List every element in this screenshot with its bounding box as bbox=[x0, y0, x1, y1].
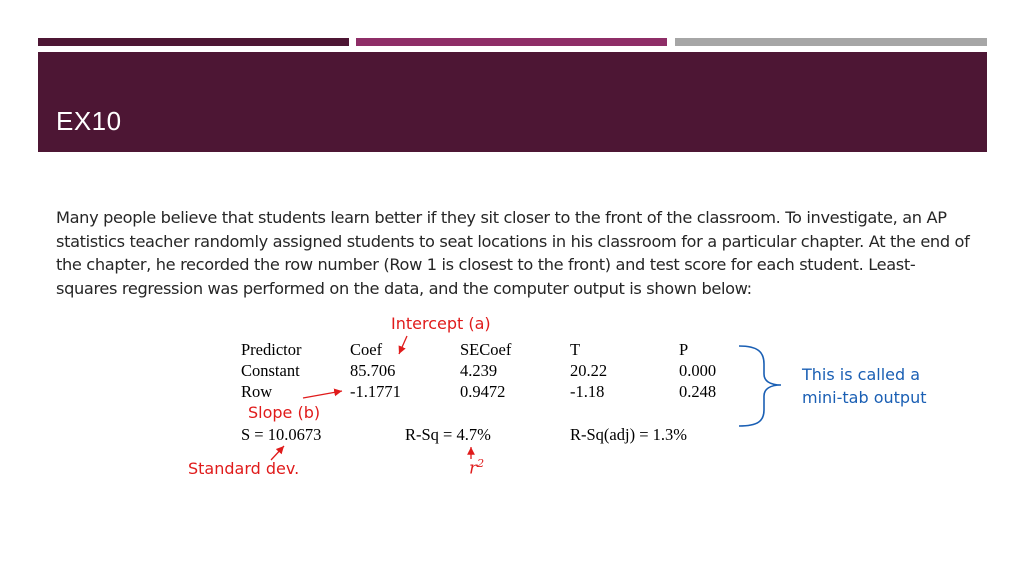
row-constant-label: Constant bbox=[241, 361, 300, 380]
header-predictor: Predictor bbox=[241, 340, 302, 359]
row-constant-p: 0.000 bbox=[679, 361, 717, 380]
header-t: T bbox=[570, 340, 581, 359]
minitab-annotation-line1: This is called a bbox=[802, 365, 921, 384]
std-error-s: S = 10.0673 bbox=[241, 425, 322, 444]
header-coef: Coef bbox=[350, 340, 383, 359]
header-secoef: SECoef bbox=[460, 340, 512, 359]
header-p: P bbox=[679, 340, 689, 359]
row-row-label: Row bbox=[241, 382, 273, 401]
row-constant-secoef: 4.239 bbox=[460, 361, 498, 380]
row-constant-t: 20.22 bbox=[570, 361, 608, 380]
intercept-arrow bbox=[399, 336, 407, 354]
row-row-secoef: 0.9472 bbox=[460, 382, 506, 401]
r2-exponent: 2 bbox=[477, 457, 485, 470]
curly-brace bbox=[739, 346, 781, 426]
std-dev-arrow bbox=[271, 446, 284, 460]
r-squared: R-Sq = 4.7% bbox=[405, 425, 491, 444]
std-dev-annotation: Standard dev. bbox=[188, 459, 300, 478]
r-squared-adj: R-Sq(adj) = 1.3% bbox=[570, 425, 687, 444]
slide-title: EX10 bbox=[56, 106, 122, 136]
slope-arrow bbox=[303, 391, 342, 398]
slope-annotation: Slope (b) bbox=[248, 403, 321, 422]
r2-base: r bbox=[469, 458, 478, 479]
row-row-p: 0.248 bbox=[679, 382, 717, 401]
row-row-t: -1.18 bbox=[570, 382, 605, 401]
intercept-annotation: Intercept (a) bbox=[391, 314, 491, 333]
row-constant-coef: 85.706 bbox=[350, 361, 396, 380]
problem-paragraph: Many people believe that students learn better if they sit closer to the front of the classroom. To investigate, an AP statistics teacher randomly assigned students to seat locations in his classroom for a particular chapter. At the end of the chapter, he recorded the row number (Row 1 is closest to the front) and test score for each student. Least-squares regression was performed on the data, and the computer output is shown below: bbox=[56, 208, 970, 298]
row-row-coef: -1.1771 bbox=[350, 382, 401, 401]
minitab-annotation-line2: mini-tab output bbox=[802, 388, 927, 407]
